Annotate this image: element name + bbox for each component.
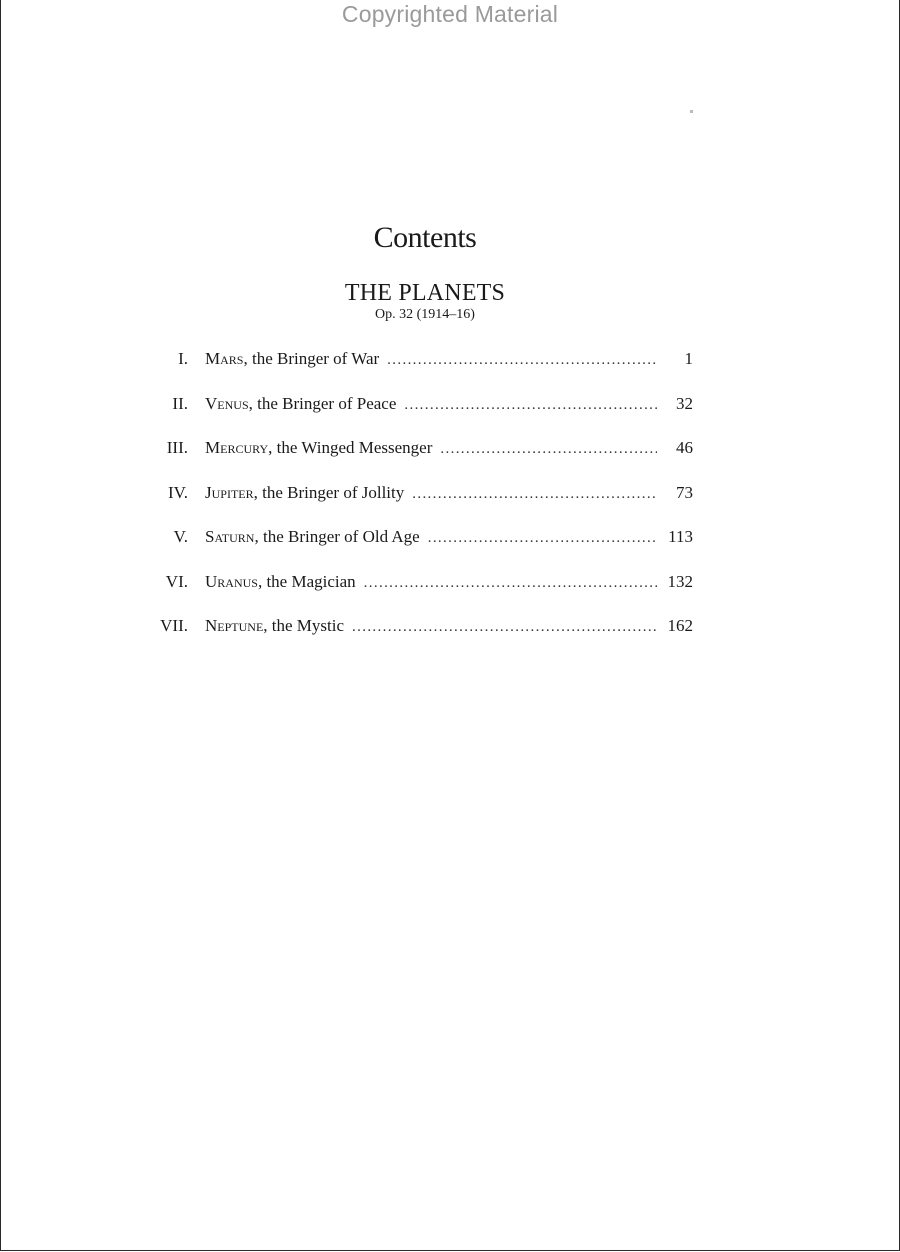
toc-entry-description: , the Magician xyxy=(257,571,356,591)
work-title: THE PLANETS xyxy=(344,280,506,306)
toc-entry-description: , the Winged Messenger xyxy=(268,438,433,457)
toc-entry-number: III. xyxy=(166,438,188,457)
toc-entry-number: II. xyxy=(172,393,188,413)
toc-entry-mercury[interactable] xyxy=(150,435,693,480)
toc-entry-saturn[interactable] xyxy=(150,524,693,569)
toc-entry-page: 113 xyxy=(668,527,693,546)
toc-leader-dots xyxy=(404,392,657,418)
toc-entry-description: , the Bringer of Old Age xyxy=(254,527,420,546)
toc-entry-text xyxy=(205,613,693,640)
toc-leader-dots xyxy=(352,614,657,640)
toc-entry-text xyxy=(205,435,693,462)
toc-entry-page: 32 xyxy=(676,393,693,413)
toc-entry-number: I. xyxy=(178,349,188,368)
toc-entry-description: , the Mystic xyxy=(263,616,345,635)
toc-entry-name: Uranus xyxy=(205,571,258,591)
toc-entry-number: IV. xyxy=(168,482,188,502)
toc-entry-text xyxy=(205,346,693,373)
toc-entry-text xyxy=(205,480,693,507)
toc-entry-page: 73 xyxy=(676,482,693,502)
toc-entry-name: Saturn xyxy=(205,527,255,546)
toc-entry-name: Jupiter xyxy=(205,482,254,502)
toc-entry-page: 132 xyxy=(667,571,693,591)
toc-entry-uranus[interactable] xyxy=(150,569,693,614)
toc-leader-dots xyxy=(387,347,657,373)
toc-entry-name: Mars xyxy=(205,349,244,368)
toc-leader-dots xyxy=(364,570,657,596)
toc-entry-name: Mercury xyxy=(205,438,269,457)
toc-entry-number: VI. xyxy=(165,571,188,591)
scan-mark xyxy=(690,110,693,113)
toc-entry-description: , the Bringer of Peace xyxy=(248,393,397,413)
table-of-contents xyxy=(150,346,693,658)
copyright-watermark: Copyrighted Material xyxy=(341,1,559,27)
toc-leader-dots xyxy=(412,481,657,507)
work-subtitle: Op. 32 (1914–16) xyxy=(375,307,475,322)
toc-entry-description: , the Bringer of War xyxy=(243,349,380,368)
toc-entry-name: Venus xyxy=(205,393,249,413)
toc-entry-jupiter[interactable] xyxy=(150,480,693,525)
toc-leader-dots xyxy=(440,436,657,462)
toc-entry-number: V. xyxy=(173,527,188,546)
toc-entry-page: 1 xyxy=(684,349,693,368)
toc-entry-mars[interactable] xyxy=(150,346,693,391)
toc-entry-name: Neptune xyxy=(205,616,264,635)
toc-entry-page: 162 xyxy=(667,616,693,635)
toc-entry-number: VII. xyxy=(160,616,188,635)
toc-entry-text xyxy=(205,569,693,596)
contents-heading: Contents xyxy=(373,221,477,254)
toc-entry-text xyxy=(205,524,693,551)
toc-leader-dots xyxy=(428,525,657,551)
toc-entry-description: , the Bringer of Jollity xyxy=(253,482,405,502)
toc-entry-text xyxy=(205,391,693,418)
toc-entry-venus[interactable] xyxy=(150,391,693,436)
toc-entry-page: 46 xyxy=(676,438,693,457)
toc-entry-neptune[interactable] xyxy=(150,613,693,658)
